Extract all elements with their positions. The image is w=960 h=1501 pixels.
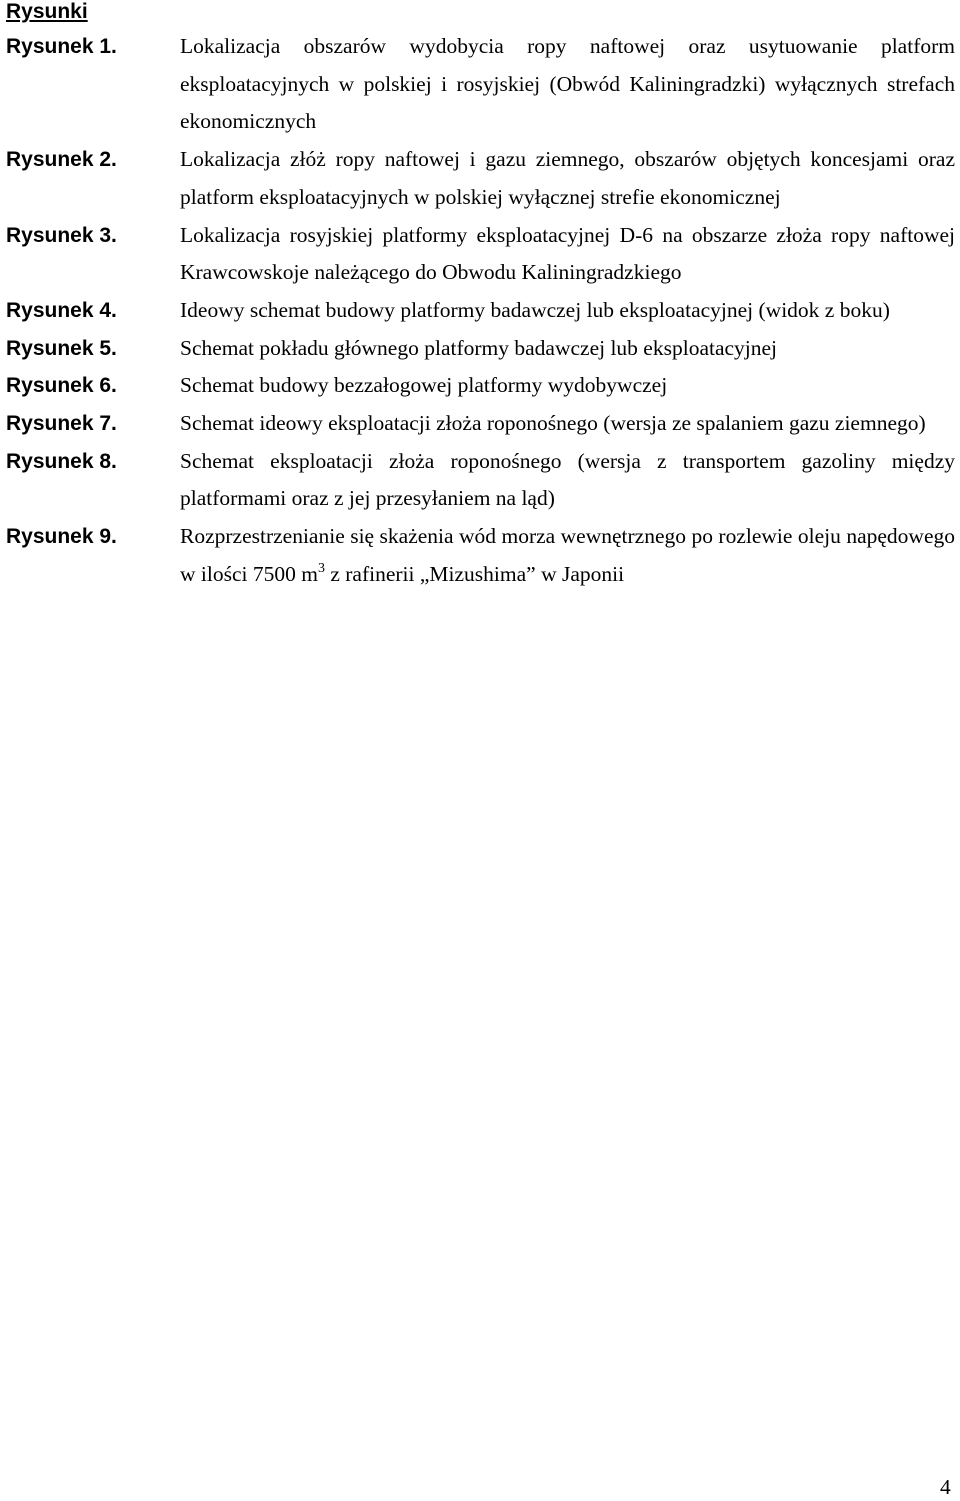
figure-label: Rysunek 3. [6, 223, 117, 247]
figure-list [0, 28, 960, 594]
figure-entry-2 [0, 141, 960, 216]
figure-label: Rysunek 4. [6, 298, 117, 322]
figure-caption: Schemat ideowy eksploatacji złoża roponośnego (wersja ze spalaniem gazu ziemnego) [180, 411, 926, 436]
figure-caption: Schemat eksploatacji złoża roponośnego (wersja z transportem gazoliny między platformami oraz z jej przesyłaniem na ląd) [180, 448, 955, 511]
figure-label: Rysunek 5. [6, 336, 117, 360]
figure-label: Rysunek 6. [6, 374, 117, 398]
figure-caption: Schemat budowy bezzałogowej platformy wydobywczej [180, 373, 668, 398]
section-heading: Rysunki [6, 0, 88, 23]
figure-label: Rysunek 7. [6, 412, 117, 436]
figure-entry-6 [0, 367, 960, 405]
figure-entry-9 [0, 518, 960, 593]
figure-entry-8 [0, 443, 960, 518]
page-number: 4 [940, 1475, 951, 1499]
figure-label: Rysunek 9. [6, 525, 117, 549]
superscript-exponent: 3 [317, 560, 325, 576]
figure-caption: Schemat pokładu głównego platformy badawczej lub eksploatacyjnej [180, 335, 778, 360]
figure-entry-1 [0, 28, 960, 141]
figure-entry-5 [0, 330, 960, 368]
figure-label: Rysunek 1. [6, 35, 117, 58]
figure-label: Rysunek 2. [6, 148, 117, 172]
figure-caption: Ideowy schemat budowy platformy badawczej lub eksploatacyjnej (widok z boku) [180, 297, 890, 322]
figure-caption: Lokalizacja rosyjskiej platformy eksploatacyjnej D-6 na obszarze złoża ropy naftowej Krawcowskoje należącego do Obwodu Kaliningradzkiego [180, 222, 955, 285]
figure-entry-3 [0, 217, 960, 292]
caption-text-end: z rafinerii „Mizushima” w Japonii [324, 561, 625, 586]
caption-text-start: Rozprzestrzenianie się skażenia wód morza wewnętrznego po rozlewie oleju napędowego w ilości 7500 m [180, 524, 955, 586]
figure-entry-4 [0, 292, 960, 330]
figure-caption [180, 518, 955, 593]
figure-caption: Lokalizacja obszarów wydobycia ropy naftowej oraz usytuowanie platform eksploatacyjnych w polskiej i rosyjskiej (Obwód Kaliningradzki) wyłącznych strefach ekonomicznych [180, 34, 955, 134]
figure-caption: Lokalizacja złóż ropy naftowej i gazu ziemnego, obszarów objętych koncesjami oraz platform eksploatacyjnych w polskiej wyłącznej strefie ekonomicznej [180, 147, 955, 209]
figure-label: Rysunek 8. [6, 449, 117, 473]
figure-entry-7 [0, 405, 960, 443]
